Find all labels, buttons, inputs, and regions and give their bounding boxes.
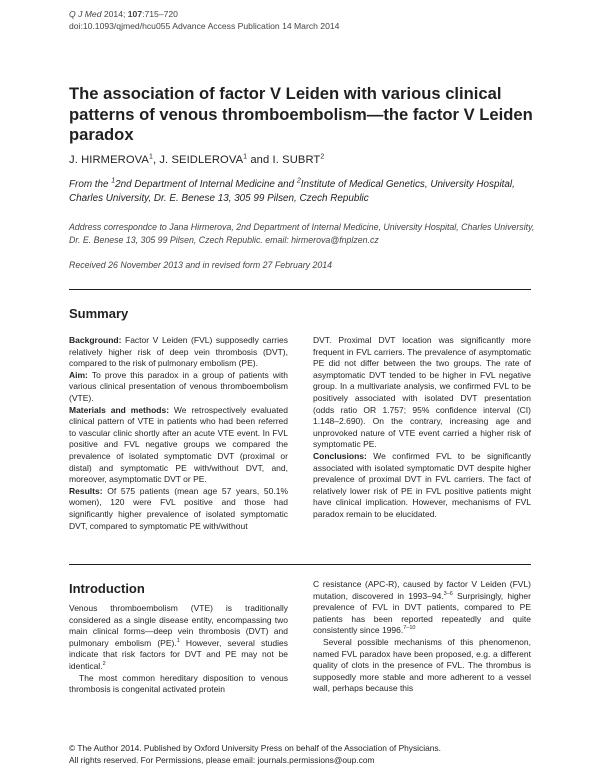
intro-ref-4: 7–10 [403,625,416,632]
methods-paragraph [69,405,288,486]
results-continued: DVT. Proximal DVT location was significantly more frequent in FVL carriers. The prevalence of asymptomatic PE did not differ between the two groups. The rate of asymptomatic DVT tended to be higher in FVL negative group. In a multivariate analysis, we confirmed FVL to be positively associated with isolated DVT presentation (odds ratio OR 1.757; 95% confidence interval (CI) 1.148–2.690). On the contrary, increasing age and unprovoked nature of VTE event carried a higher risk of symptomatic PE. [313,335,531,450]
intro-ref-1: 1 [176,637,180,644]
summary-heading: Summary [69,306,129,321]
results-label: Results: [69,485,103,496]
copyright-line-1: © The Author 2014. Published by Oxford University Press on behalf of the Association of Physicians. [69,743,441,753]
intro-paragraph-2: The most common hereditary disposition to venous thrombosis is congenital activated protein [69,672,288,695]
author-1: J. HIRMEROVA [69,154,149,166]
introduction-heading: Introduction [69,581,145,596]
paper-title: The association of factor V Leiden with various clinical patterns of venous thromboembolism—the factor V Leiden paradox [69,84,533,144]
journal-name: Q J Med [69,9,102,19]
intro-p1-text: Venous thromboembolism (VTE) is traditionally considered as a single disease entity, encompassing two main clinical forms—deep vein thrombosis (DVT) and pulmonary embolism (PE). [69,603,288,648]
methods-text: We retrospectively evaluated clinical pattern of VTE in patients who had been referred to vascular clinic shortly after an acute VTE event. In FVL positive and FVL negative groups we compared the prevalence of isolated symptomatic DVT (proximal or distal) and symptomatic PE with/without DVT, and, moreover, asymptomatic DVT or PE. [69,404,289,485]
intro-ref-2: 2 [102,661,106,668]
summary-rule [69,289,531,290]
author-3: and I. SUBRT [247,154,321,166]
affil-mid: 2nd Department of Internal Medicine and [115,179,297,190]
intro-col-left [69,603,288,696]
results-paragraph [69,486,288,532]
conclusions-text: We confirmed FVL to be significantly associated with isolated symptomatic DVT despite higher prevalence of proximal DVT in FVL carriers. The fact of relatively lower risk of PE in FVL positive patients might have clinical implication. However, mechanisms of FVL paradox remain to be elucidated. [313,450,531,519]
summary-col-right [313,335,531,521]
affil-post: Institute of Medical Genetics, University Hospital, Charles University, Dr. E. Benese 13, 305 99 Pilsen, Czech Republic [69,179,515,204]
methods-label: Materials and methods: [69,404,170,415]
received-dates: Received 26 November 2013 and in revised form 27 February 2014 [69,260,333,270]
summary-col-left [69,335,288,532]
intro-c2-text-b: Surprisingly, higher prevalence of FVL in DVT patients, compared to PE patients has been reported repeatedly and quite consistently since 1996. [313,590,531,636]
background-text: Factor V Leiden (FVL) supposedly carries relatively higher risk of deep vein thrombosis (DVT), compared to the risk of pulmonary embolism (PE). [69,335,288,369]
intro-p1-text-b: However, several studies indicate that risk factors for DVT and PE may not be identical. [69,637,288,671]
intro-col2-paragraph-1 [313,579,531,637]
affil-sup-1: 1 [111,177,116,185]
affiliation [69,178,539,205]
background-paragraph [69,335,288,370]
intro-rule [69,564,531,565]
conclusions-label: Conclusions: [313,450,367,461]
intro-c2-text: C resistance (APC-R), caused by factor V Leiden (FVL) mutation, discovered in 1993–94. [313,579,531,601]
aim-label: Aim: [69,369,88,380]
aim-text: To prove this paradox in a group of patients with various clinical presentation of venous thromboembolism (VTE). [69,369,288,403]
affil-pre: From the [69,179,112,190]
correspondence-address: Address correspondce to Jana Hirmerova, 2nd Department of Internal Medicine, University Hospital, Charles University, Dr. E. Benese 13, 305 99 Pilsen, Czech Republic. email: hirmerova@fnplzen.cz [69,222,535,245]
journal-year: 2014; [101,9,128,19]
aim-paragraph [69,370,288,405]
doi-line: doi:10.1093/qjmed/hcu055 Advance Access Publication 14 March 2014 [69,21,340,31]
author-2: , J. SEIDLEROVA [152,154,244,166]
copyright-footer [69,743,441,766]
journal-pages: :715–720 [142,9,178,19]
background-label: Background: [69,335,122,345]
conclusions-paragraph [313,451,531,521]
intro-ref-3: 3–6 [443,590,453,597]
intro-col-right [313,579,531,695]
author-2-affil: 1 [243,153,248,161]
affil-sup-2: 2 [296,177,301,185]
results-text: Of 575 patients (mean age 57 years, 50.1% women), 120 were FVL positive and those had significantly higher prevalence of isolated symptomatic DVT, compared to symptomatic PE with/without [69,485,288,531]
copyright-line-2: All rights reserved. For Permissions, please email: journals.permissions@oup.com [69,754,375,765]
intro-paragraph-1 [69,603,288,673]
author-1-affil: 1 [148,153,153,161]
author-3-affil: 2 [320,153,325,161]
author-list [69,154,324,166]
journal-volume: 107 [127,9,143,19]
intro-col2-paragraph-2: Several possible mechanisms of this phenomenon, named FVL paradox have been proposed, e.g. a different quality of clots in the presence of FVL. The thrombus is supposedly more stable and more adherent to a vessel wall, perhaps because this [313,636,531,694]
journal-header [69,8,339,32]
